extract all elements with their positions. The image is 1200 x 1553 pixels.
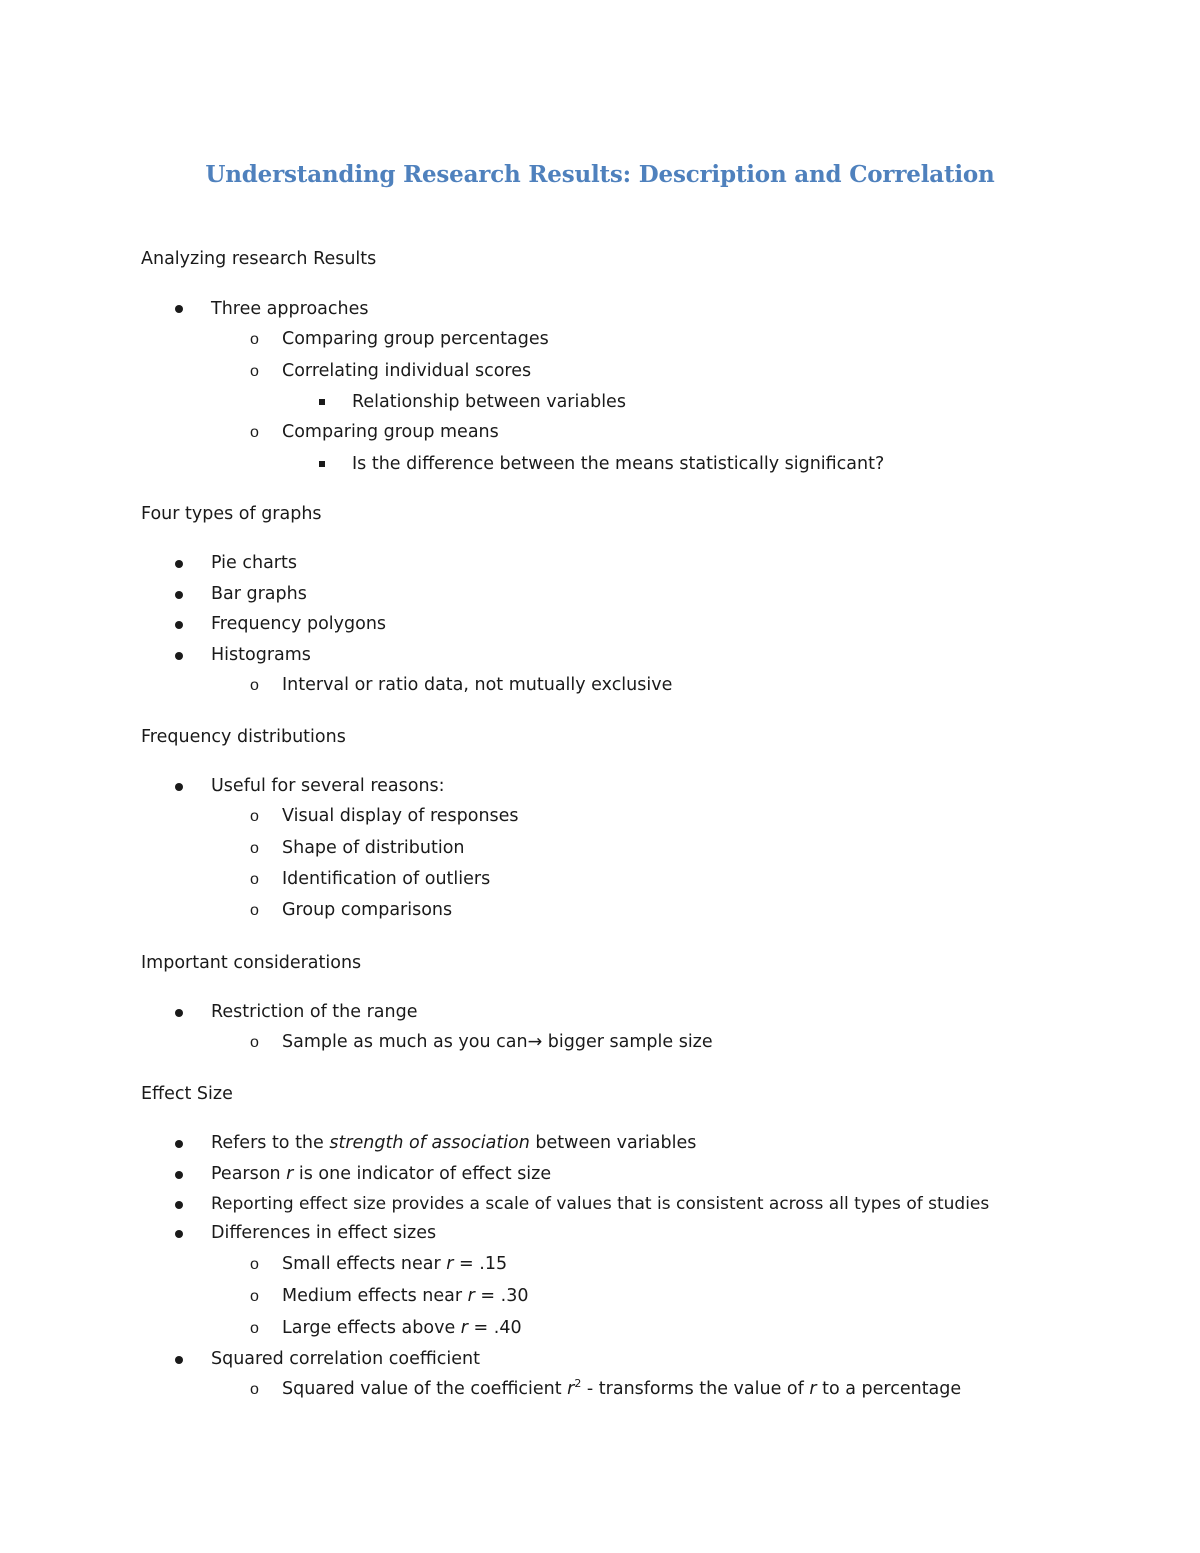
list-item: Histograms [211, 645, 311, 665]
list-item [282, 1285, 528, 1307]
bullet-icon [175, 560, 183, 568]
circle-bullet-icon: o [250, 902, 259, 919]
list-item: Restriction of the range [211, 1002, 418, 1022]
list-item [211, 1163, 551, 1185]
list-item: Reporting effect size provides a scale of values that is consistent across all types of studies [211, 1194, 990, 1214]
list-item: Squared correlation coefficient [211, 1349, 480, 1369]
italic-text: r [460, 1318, 468, 1338]
bullet-icon [175, 1230, 183, 1238]
page-title: Understanding Research Results: Description and Correlation [205, 161, 995, 188]
circle-bullet-icon: o [250, 840, 259, 857]
list-item: Differences in effect sizes [211, 1223, 437, 1243]
circle-bullet-icon: o [250, 1288, 259, 1305]
text-run: is one indicator of effect size [293, 1164, 552, 1184]
list-item: Visual display of responses [282, 806, 519, 826]
bullet-icon [175, 1009, 183, 1017]
text-run: between variables [529, 1133, 697, 1153]
circle-bullet-icon: o [250, 808, 259, 825]
bullet-icon [175, 783, 183, 791]
text-run: = .40 [467, 1318, 522, 1338]
list-item: Pie charts [211, 553, 297, 573]
bullet-icon [175, 305, 183, 313]
list-item [282, 1253, 507, 1275]
italic-text: r [446, 1254, 454, 1274]
circle-bullet-icon: o [250, 1320, 259, 1337]
list-item [282, 1031, 713, 1053]
text-run: Small effects near [282, 1254, 447, 1274]
list-item: Three approaches [211, 299, 369, 319]
italic-text: strength of association [329, 1133, 530, 1153]
text-run: to a percentage [816, 1379, 962, 1399]
list-item: Bar graphs [211, 584, 307, 604]
list-item: Interval or ratio data, not mutually exclusive [282, 675, 673, 695]
text-run: - transforms the value of [581, 1379, 810, 1399]
text-run: = .15 [453, 1254, 508, 1274]
circle-bullet-icon: o [250, 1381, 259, 1398]
list-item [211, 1132, 696, 1154]
list-item [282, 1378, 961, 1400]
text-run: Squared value of the coefficient [282, 1379, 568, 1399]
text-run: Sample as much as you can [282, 1032, 528, 1052]
circle-bullet-icon: o [250, 1256, 259, 1273]
bullet-icon [175, 1201, 183, 1209]
list-item: Is the difference between the means statistically significant? [352, 454, 885, 474]
bullet-icon [175, 1140, 183, 1148]
list-item: Frequency polygons [211, 614, 387, 634]
text-run: bigger sample size [542, 1032, 713, 1052]
text-run: Pearson [211, 1164, 287, 1184]
section-heading-considerations: Important considerations [141, 953, 362, 973]
list-item: Comparing group percentages [282, 329, 549, 349]
italic-text: r [467, 1286, 475, 1306]
circle-bullet-icon: o [250, 331, 259, 348]
bullet-icon [175, 1356, 183, 1364]
italic-text: r [567, 1379, 575, 1399]
bullet-icon [175, 591, 183, 599]
list-item: Relationship between variables [352, 392, 626, 412]
text-run: Large effects above [282, 1318, 461, 1338]
superscript: 2 [574, 1377, 582, 1391]
arrow-icon: → [527, 1032, 543, 1052]
circle-bullet-icon: o [250, 363, 259, 380]
text-run: Medium effects near [282, 1286, 468, 1306]
section-heading-analyzing: Analyzing research Results [141, 249, 377, 269]
bullet-icon [175, 652, 183, 660]
list-item: Identification of outliers [282, 869, 491, 889]
bullet-icon [175, 1171, 183, 1179]
list-item: Group comparisons [282, 900, 453, 920]
section-heading-effect: Effect Size [141, 1084, 233, 1104]
text-run: = .30 [474, 1286, 529, 1306]
italic-text: r [286, 1164, 294, 1184]
list-item: Correlating individual scores [282, 361, 532, 381]
bullet-icon [175, 621, 183, 629]
section-heading-frequency: Frequency distributions [141, 727, 346, 747]
circle-bullet-icon: o [250, 1034, 259, 1051]
list-item: Comparing group means [282, 422, 499, 442]
square-bullet-icon [319, 461, 325, 467]
list-item: Shape of distribution [282, 838, 465, 858]
list-item [282, 1317, 522, 1339]
text-run: Refers to the [211, 1133, 330, 1153]
circle-bullet-icon: o [250, 424, 259, 441]
circle-bullet-icon: o [250, 677, 259, 694]
italic-text: r [809, 1379, 817, 1399]
section-heading-graphs: Four types of graphs [141, 504, 322, 524]
circle-bullet-icon: o [250, 871, 259, 888]
square-bullet-icon [319, 399, 325, 405]
list-item: Useful for several reasons: [211, 776, 445, 796]
